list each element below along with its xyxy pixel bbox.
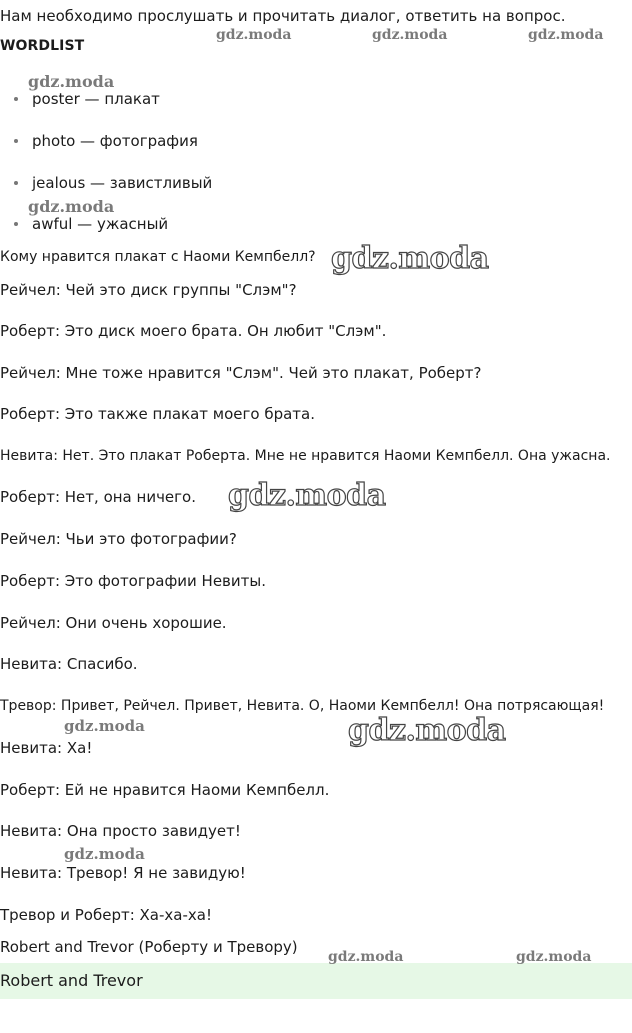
dialog-line: Роберт: Ей не нравится Наоми Кемпбелл. bbox=[0, 781, 330, 799]
task-instruction: Нам необходимо прослушать и прочитать диалог, ответить на вопрос. bbox=[0, 7, 566, 25]
watermark: gdz.moda bbox=[516, 949, 592, 965]
answer-translation: Robert and Trevor (Роберту и Тревору) bbox=[0, 938, 298, 956]
dialog-line: Роберт: Нет, она ничего. bbox=[0, 488, 196, 506]
wordlist-item: jealous — завистливый bbox=[14, 173, 212, 193]
dialog-line: Тревор и Роберт: Ха-ха-ха! bbox=[0, 906, 212, 924]
watermark: gdz.moda bbox=[328, 949, 404, 965]
dialog-line: Невита: Спасибо. bbox=[0, 655, 138, 673]
answer-box bbox=[0, 963, 632, 999]
bullet-icon bbox=[14, 181, 18, 185]
dialog-line: Роберт: Это также плакат моего брата. bbox=[0, 405, 315, 423]
watermark: gdz.moda bbox=[372, 27, 448, 43]
bullet-icon bbox=[14, 222, 18, 226]
dialog-line: Рейчел: Они очень хорошие. bbox=[0, 614, 227, 632]
bullet-icon bbox=[14, 97, 18, 101]
dialog-line: Роберт: Это диск моего брата. Он любит "Слэм". bbox=[0, 322, 387, 340]
watermark: gdz.moda bbox=[28, 72, 115, 91]
watermark: gdz.moda bbox=[331, 241, 489, 276]
wordlist-item: photo — фотография bbox=[14, 131, 198, 151]
dialog-line: Рейчел: Мне тоже нравится "Слэм". Чей это плакат, Роберт? bbox=[0, 364, 482, 382]
dialog-line: Рейчел: Чей это диск группы "Слэм"? bbox=[0, 281, 297, 299]
dialog-line: Невита: Нет. Это плакат Роберта. Мне не нравится Наоми Кемпбелл. Она ужасна. bbox=[0, 448, 611, 464]
answer-text: Robert and Trevor bbox=[0, 971, 143, 990]
watermark: gdz.moda bbox=[228, 478, 386, 513]
watermark: gdz.moda bbox=[28, 197, 115, 216]
bullet-icon bbox=[14, 139, 18, 143]
question: Кому нравится плакат с Наоми Кемпбелл? bbox=[0, 249, 316, 265]
dialog-line: Рейчел: Чьи это фотографии? bbox=[0, 530, 237, 548]
wordlist-item: awful — ужасный bbox=[14, 214, 168, 234]
watermark: gdz.moda bbox=[348, 713, 506, 748]
watermark: gdz.moda bbox=[528, 27, 604, 43]
dialog-line: Невита: Тревор! Я не завидую! bbox=[0, 864, 246, 882]
dialog-line: Невита: Она просто завидует! bbox=[0, 822, 241, 840]
dialog-line: Тревор: Привет, Рейчел. Привет, Невита. О, Наоми Кемпбелл! Она потрясающая! bbox=[0, 698, 605, 714]
wordlist-item: poster — плакат bbox=[14, 89, 160, 109]
dialog-line: Роберт: Это фотографии Невиты. bbox=[0, 572, 266, 590]
dialog-line: Невита: Ха! bbox=[0, 739, 93, 757]
watermark: gdz.moda bbox=[64, 845, 145, 863]
watermark: gdz.moda bbox=[64, 717, 145, 735]
wordlist-heading: WORDLIST bbox=[0, 38, 85, 54]
watermark: gdz.moda bbox=[216, 27, 292, 43]
